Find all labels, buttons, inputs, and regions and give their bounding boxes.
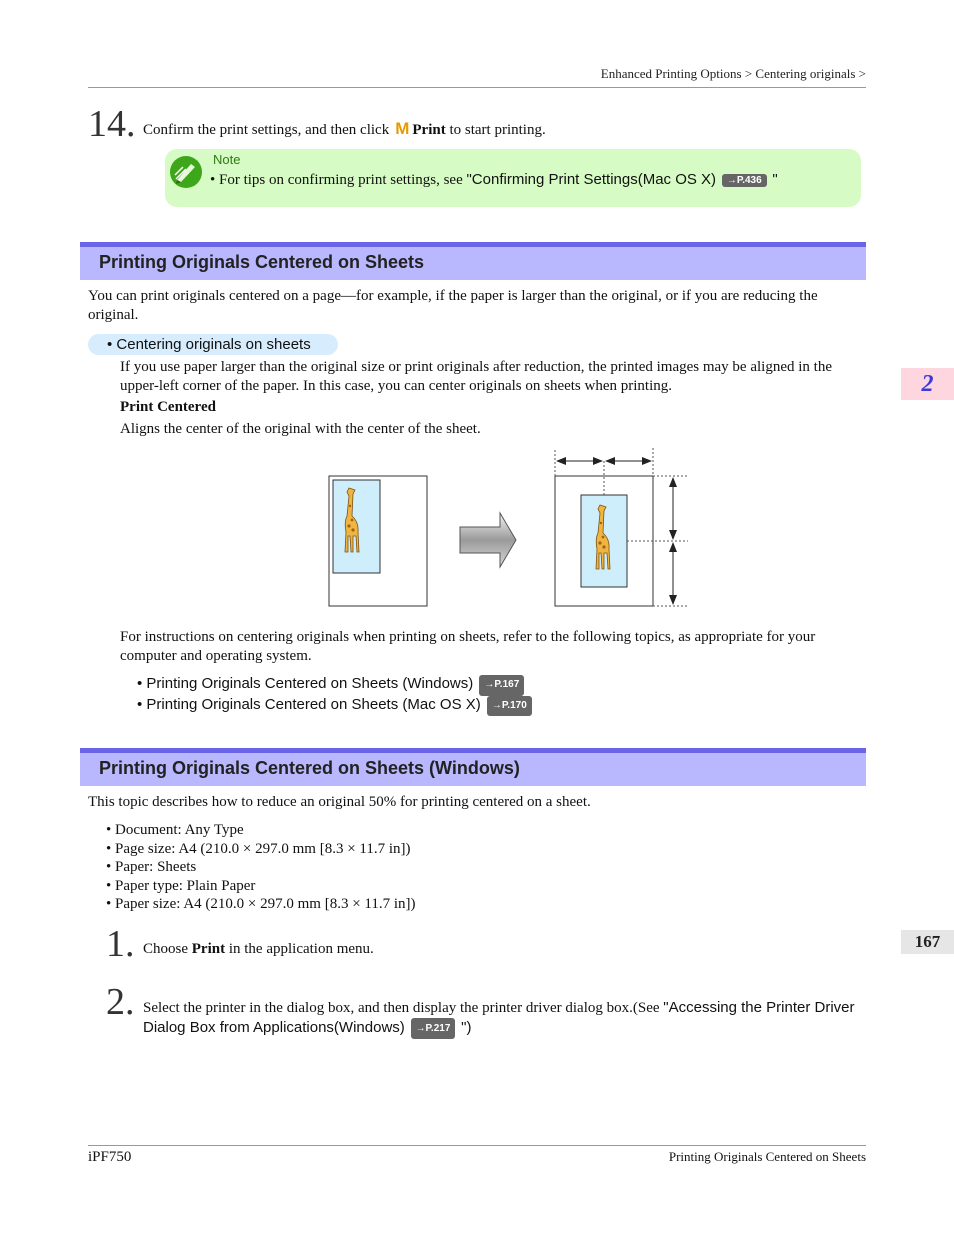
step-14-text-after: to start printing. xyxy=(449,122,546,138)
print-menu-icon: M xyxy=(395,119,410,138)
section-1-intro: You can print originals centered on a page—for example, if the paper is larger than the original, or if you are reducing the original. xyxy=(88,288,818,323)
note-link[interactable]: "Confirming Print Settings(Mac OS X) xyxy=(466,171,717,188)
breadcrumb[interactable]: Enhanced Printing Options > Centering originals > xyxy=(600,66,866,81)
list-item: • Document: Any Type xyxy=(106,822,244,838)
right-arrow-icon xyxy=(460,513,516,567)
spec-text: Document: Any Type xyxy=(115,822,244,838)
spec-text: Page size: A4 (210.0 × 297.0 mm [8.3 × 11.7 in]) xyxy=(115,840,411,857)
step-2-link-close: ") xyxy=(461,1019,472,1036)
topic-link-windows: • Printing Originals Centered on Sheets (Windows) →P.167 xyxy=(137,675,534,696)
centering-illustration xyxy=(320,445,700,615)
subhead-text: • Centering originals on sheets xyxy=(107,336,311,353)
section-1-title: Printing Originals Centered on Sheets xyxy=(99,252,425,272)
print-label: Print xyxy=(191,941,226,957)
list-item: • Paper type: Plain Paper xyxy=(106,877,256,894)
list-item: • Paper size: A4 (210.0 × 297.0 mm [8.3 × 11.7 in]) xyxy=(106,896,416,912)
step-1-text xyxy=(143,940,374,959)
step-14-text-before: Confirm the print settings, and then click xyxy=(143,122,390,138)
header-rule xyxy=(88,87,866,88)
step-number-1: 1. xyxy=(106,923,135,965)
page-ref-badge[interactable]: →P.170 xyxy=(487,696,532,717)
note-link-close: " xyxy=(772,171,778,188)
step-2-text xyxy=(143,998,863,1039)
list-item: • Paper: Sheets xyxy=(106,859,197,875)
footer-section: Printing Originals Centered on Sheets xyxy=(668,1149,866,1164)
note-title: Note xyxy=(213,152,241,167)
step-1-text-before: Choose xyxy=(143,941,188,957)
spec-list xyxy=(106,821,416,914)
step-number-2: 2. xyxy=(106,981,135,1023)
chapter-number: 2 xyxy=(921,371,934,397)
section-2-title: Printing Originals Centered on Sheets (Windows) xyxy=(99,758,520,778)
option-desc: Aligns the center of the original with the center of the sheet. xyxy=(120,421,481,437)
spec-text: Paper size: A4 (210.0 × 297.0 mm [8.3 × 11.7 in]) xyxy=(115,896,416,912)
page-ref-badge[interactable]: →P.167 xyxy=(479,675,524,696)
topic-link-windows-text[interactable]: Printing Originals Centered on Sheets (Windows) xyxy=(146,675,474,692)
section-1-instructions: For instructions on centering originals when printing on sheets, refer to the following topics, as appropriate for your computer and operating system. xyxy=(120,629,816,664)
page-ref-badge[interactable]: →P.436 xyxy=(722,174,767,187)
section-1-body: If you use paper larger than the original size or print originals after reduction, the printed images may be aligned in the upper-left corner of the paper. In this case, you can center originals on sheets when printing. xyxy=(120,359,832,394)
spec-text: Paper type: Plain Paper xyxy=(115,877,256,894)
step-14-text xyxy=(143,119,546,140)
page-number: 167 xyxy=(914,932,941,951)
page-ref-badge[interactable]: →P.217 xyxy=(411,1018,456,1039)
footer-rule xyxy=(88,1145,866,1146)
step-number-14: 14. xyxy=(88,103,136,145)
step-2-text-lead: Select the printer in the dialog box, and then display the printer driver dialog box.(See xyxy=(143,1000,664,1016)
step-1-text-after: in the application menu. xyxy=(228,941,374,957)
note-text xyxy=(210,171,778,189)
topic-link-mac-text[interactable]: Printing Originals Centered on Sheets (Mac OS X) xyxy=(146,695,481,713)
topic-link-mac: • Printing Originals Centered on Sheets (Mac OS X) →P.170 xyxy=(137,696,534,717)
footer-product: iPF750 xyxy=(88,1149,132,1165)
list-item: • Page size: A4 (210.0 × 297.0 mm [8.3 × 11.7 in]) xyxy=(106,840,411,857)
spec-text: Paper: Sheets xyxy=(115,859,197,875)
option-title: Print Centered xyxy=(120,399,216,415)
step-2-link[interactable]: "Accessing the Printer Driver Dialog Box from Applications(Windows) xyxy=(143,999,855,1036)
note-pencil-icon xyxy=(169,155,203,189)
topic-links xyxy=(137,675,534,716)
section-2-intro: This topic describes how to reduce an original 50% for printing centered on a sheet. xyxy=(88,794,591,810)
note-text-lead: • For tips on confirming print settings, see xyxy=(210,172,467,188)
print-label: Print xyxy=(412,122,446,138)
